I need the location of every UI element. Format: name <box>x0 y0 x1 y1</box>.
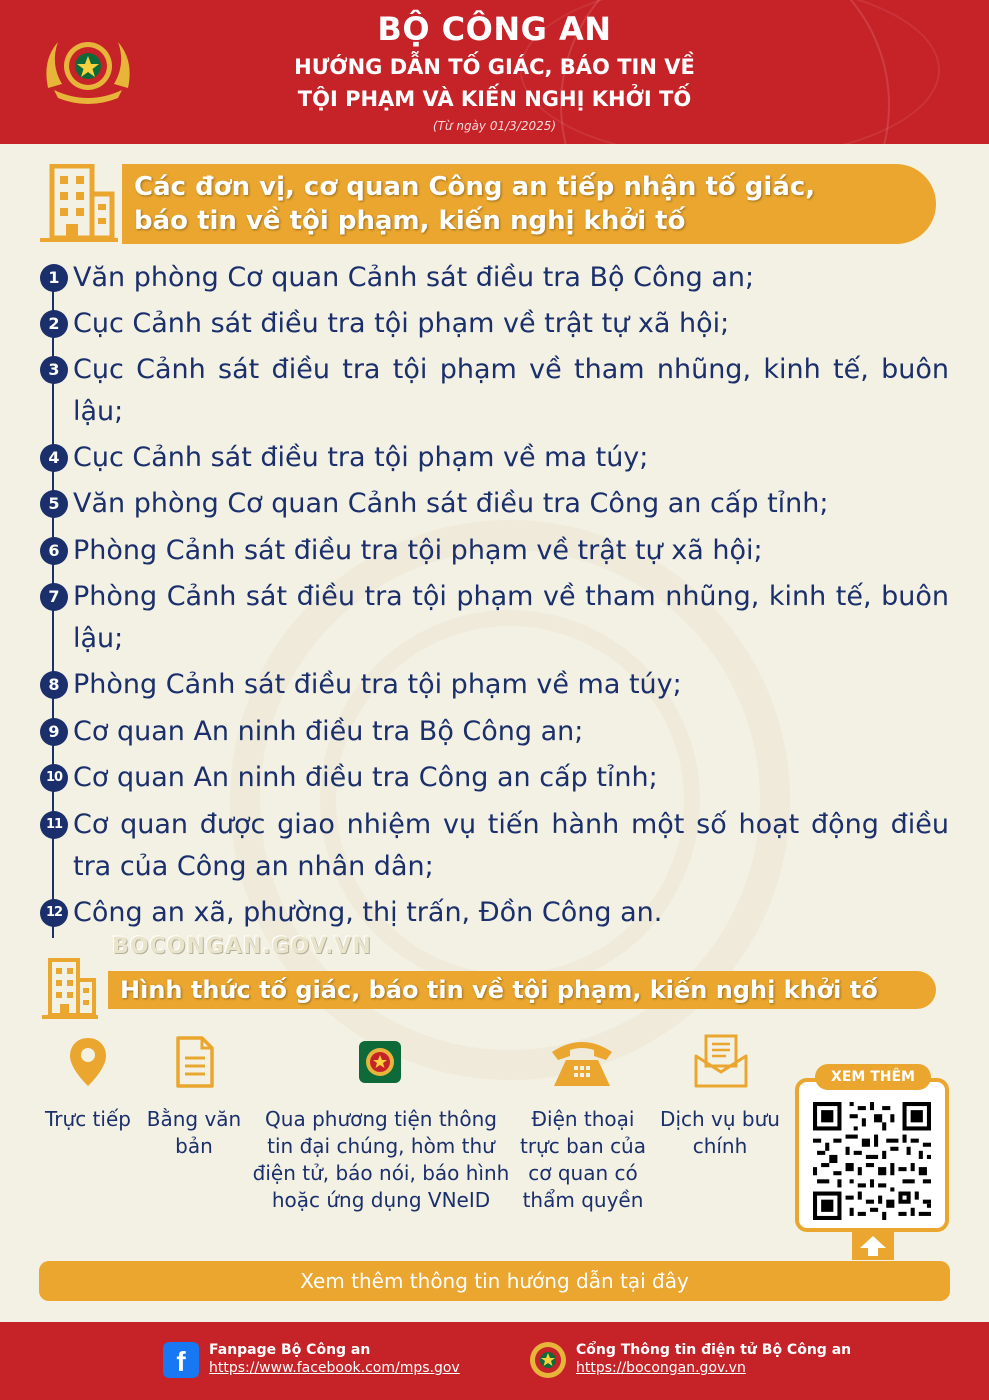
portal-link[interactable]: https://bocongan.gov.vn <box>576 1360 746 1376</box>
document-icon <box>174 1036 216 1088</box>
fanpage-link[interactable]: https://www.facebook.com/mps.gov <box>209 1360 460 1376</box>
item-number-badge: 6 <box>40 537 68 565</box>
item-number-badge: 5 <box>40 490 68 518</box>
item-text: Công an xã, phường, thị trấn, Đồn Công an. <box>73 897 663 928</box>
item-text: Cơ quan được giao nhiệm vụ tiến hành một số hoạt động điều tra của Công an nhân dân; <box>73 809 949 882</box>
method-label: Điện thoại trực ban của cơ quan có thẩm quyền <box>519 1107 646 1212</box>
site-watermark: BOCONGAN.GOV.VN <box>112 934 372 959</box>
footer-bar <box>0 1322 989 1400</box>
item-text: Phòng Cảnh sát điều tra tội phạm về tham nhũng, kinh tế, buôn lậu; <box>73 581 949 654</box>
telephone-icon <box>548 1036 616 1088</box>
item-number-badge: 4 <box>40 444 68 472</box>
envelope-icon <box>694 1034 748 1088</box>
item-text: Cơ quan An ninh điều tra Công an cấp tỉnh; <box>73 762 658 793</box>
item-number-badge: 9 <box>40 718 68 746</box>
qr-see-more-tab[interactable]: XEM THÊM <box>815 1064 931 1090</box>
facebook-icon[interactable]: f <box>163 1342 199 1378</box>
item-text: Cục Cảnh sát điều tra tội phạm về tham nhũng, kinh tế, buôn lậu; <box>73 354 949 427</box>
item-number-badge: 10 <box>40 764 68 792</box>
fanpage-title: Fanpage Bộ Công an <box>209 1342 371 1358</box>
item-text: Văn phòng Cơ quan Cảnh sát điều tra Bộ Công an; <box>73 262 755 293</box>
method-label: Qua phương tiện thông tin đại chúng, hòm thư điện tử, báo nói, báo hình hoặc ứng dụng VNeID <box>252 1107 510 1212</box>
section2-title: Hình thức tố giác, báo tin về tội phạm, kiến nghị khởi tố <box>120 976 878 1004</box>
section1-title <box>134 170 914 238</box>
building-icon <box>38 164 120 244</box>
item-text: Cục Cảnh sát điều tra tội phạm về trật tự xã hội; <box>73 308 730 339</box>
method-label: Trực tiếp <box>45 1107 131 1131</box>
item-text: Phòng Cảnh sát điều tra tội phạm về ma túy; <box>73 669 682 700</box>
item-number-badge: 7 <box>40 583 68 611</box>
header-subtitle-line2: TỘI PHẠM VÀ KIẾN NGHỊ KHỞI TỐ <box>297 87 692 111</box>
item-number-badge: 12 <box>40 899 68 927</box>
arrow-up-icon <box>852 1232 894 1260</box>
method-label: Bằng văn bản <box>146 1107 242 1158</box>
item-number-badge: 11 <box>40 811 68 839</box>
item-text: Cơ quan An ninh điều tra Bộ Công an; <box>73 716 584 747</box>
item-text: Phòng Cảnh sát điều tra tội phạm về trật tự xã hội; <box>73 535 763 566</box>
item-number-badge: 2 <box>40 310 68 338</box>
item-text: Văn phòng Cơ quan Cảnh sát điều tra Công an cấp tỉnh; <box>73 488 829 519</box>
item-number-badge: 3 <box>40 356 68 384</box>
section1-title-line2: báo tin về tội phạm, kiến nghị khởi tố <box>134 206 686 236</box>
method-label: Dịch vụ bưu chính <box>660 1107 780 1158</box>
police-emblem-icon <box>528 1340 568 1380</box>
portal-title: Cổng Thông tin điện tử Bộ Công an <box>576 1342 852 1358</box>
header-subtitle-line1: HƯỚNG DẪN TỐ GIÁC, BÁO TIN VỀ <box>294 55 695 79</box>
location-pin-icon <box>68 1036 108 1088</box>
see-more-button[interactable]: Xem thêm thông tin hướng dẫn tại đây <box>39 1261 950 1301</box>
police-badge-icon <box>358 1040 402 1084</box>
item-text: Cục Cảnh sát điều tra tội phạm về ma túy; <box>73 442 649 473</box>
item-number-badge: 8 <box>40 671 68 699</box>
building-icon <box>40 958 100 1020</box>
qr-code-icon[interactable] <box>813 1102 931 1220</box>
item-number-badge: 1 <box>40 264 68 292</box>
qr-code-frame[interactable] <box>795 1078 949 1232</box>
section1-title-line1: Các đơn vị, cơ quan Công an tiếp nhận tố giác, <box>134 172 816 202</box>
header-title: BỘ CÔNG AN <box>377 10 612 48</box>
effective-date: (Từ ngày 01/3/2025) <box>432 119 557 133</box>
